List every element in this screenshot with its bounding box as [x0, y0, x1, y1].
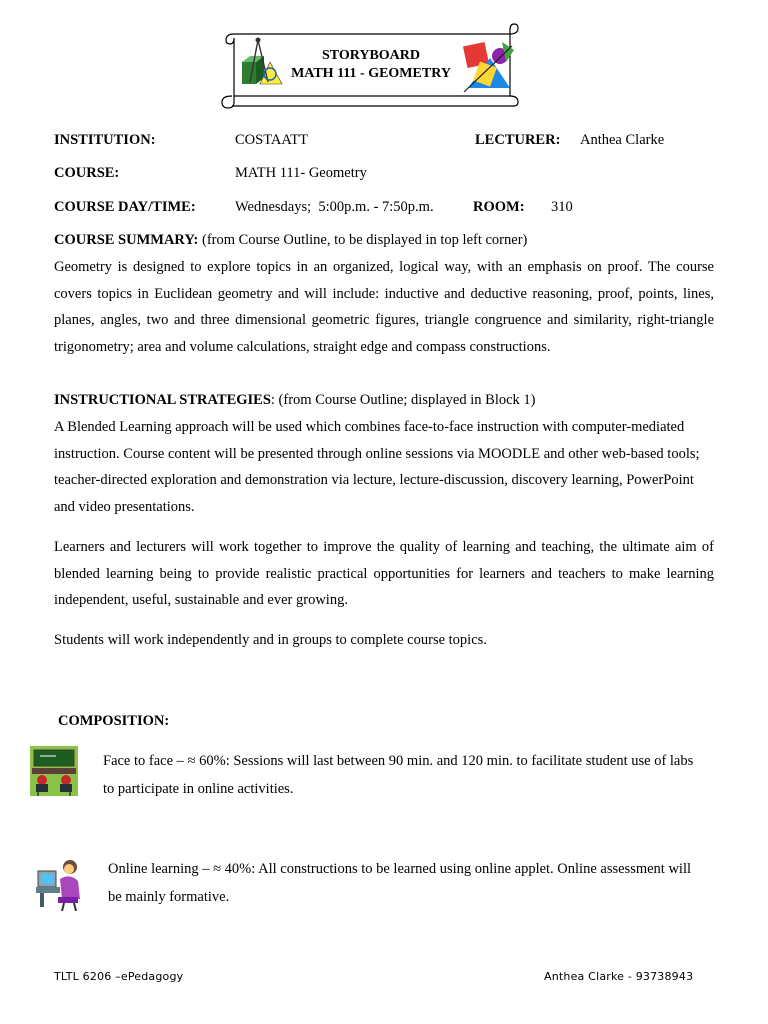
course-daytime-value: Wednesdays; 5:00p.m. - 7:50p.m.	[235, 199, 434, 215]
strategies-paragraph-3: Students will work independently and in groups to complete course topics.	[54, 632, 487, 648]
strategies-paragraph-2: Learners and lecturers will work together to improve the quality of learning and teaching, the ultimate aim of blended learning being to provide realistic practical opportunities for learners and teachers to make learning independent, useful, sustainable and ever growing.	[54, 539, 714, 609]
title-line-storyboard: STORYBOARD	[321, 48, 421, 63]
course-label: COURSE:	[54, 165, 120, 181]
strategies-heading-label: INSTRUCTIONAL STRATEGIES	[54, 392, 271, 408]
composition-face-to-face: Face to face – ≈ 60%: Sessions will last between 90 min. and 120 min. to facilitate student use of labs to participate in online activities.	[103, 753, 694, 797]
institution-label: INSTITUTION:	[54, 132, 156, 148]
page-title	[266, 47, 476, 83]
course-summary-heading	[54, 227, 714, 254]
lecturer-value: Anthea Clarke	[580, 132, 665, 148]
institution-value: COSTAATT	[235, 132, 308, 148]
summary-heading-label: COURSE SUMMARY:	[54, 232, 199, 248]
lecturer-label: LECTURER:	[475, 132, 561, 148]
room-value: 310	[551, 199, 573, 215]
classroom-icon	[30, 746, 78, 796]
instructional-strategies-heading	[54, 387, 714, 414]
course-summary-text: Geometry is designed to explore topics in an organized, logical way, with an emphasis on proof. The course covers topics in Euclidean geometry and will include: inductive and deductive reasoning, proof, points, lines, planes, angles, two and three dimensional geometric figures, triangle congruence and similarity, right-triangle trigonometry; area and volume calculations, straight edge and compass constructions.	[54, 259, 714, 355]
footer-course-code: TLTL 6206 –ePedagogy	[54, 970, 184, 983]
footer-author: Anthea Clarke - 93738943	[544, 970, 694, 983]
room-label: ROOM:	[473, 199, 525, 215]
title-line-course: MATH 111 - GEOMETRY	[291, 66, 451, 81]
composition-online-learning: Online learning – ≈ 40%: All constructions to be learned using online applet. Online assessment will be mainly formative.	[108, 861, 692, 905]
strategies-heading-note: : (from Course Outline; displayed in Block 1)	[270, 392, 536, 408]
course-daytime-label: COURSE DAY/TIME:	[54, 199, 196, 215]
composition-heading: COMPOSITION:	[58, 713, 170, 729]
summary-heading-note: (from Course Outline, to be displayed in top left corner)	[198, 232, 528, 248]
course-value: MATH 111- Geometry	[235, 165, 367, 181]
online-learner-icon	[36, 857, 84, 911]
strategies-paragraph-1: A Blended Learning approach will be used which combines face-to-face instruction with computer-mediated instruction. Course content will be presented through online sessions via MOODLE and other web-based tools; teacher-directed exploration and demonstration via lecture, lecture-discussion, discovery learning, PowerPoint and video presentations.	[54, 419, 700, 515]
